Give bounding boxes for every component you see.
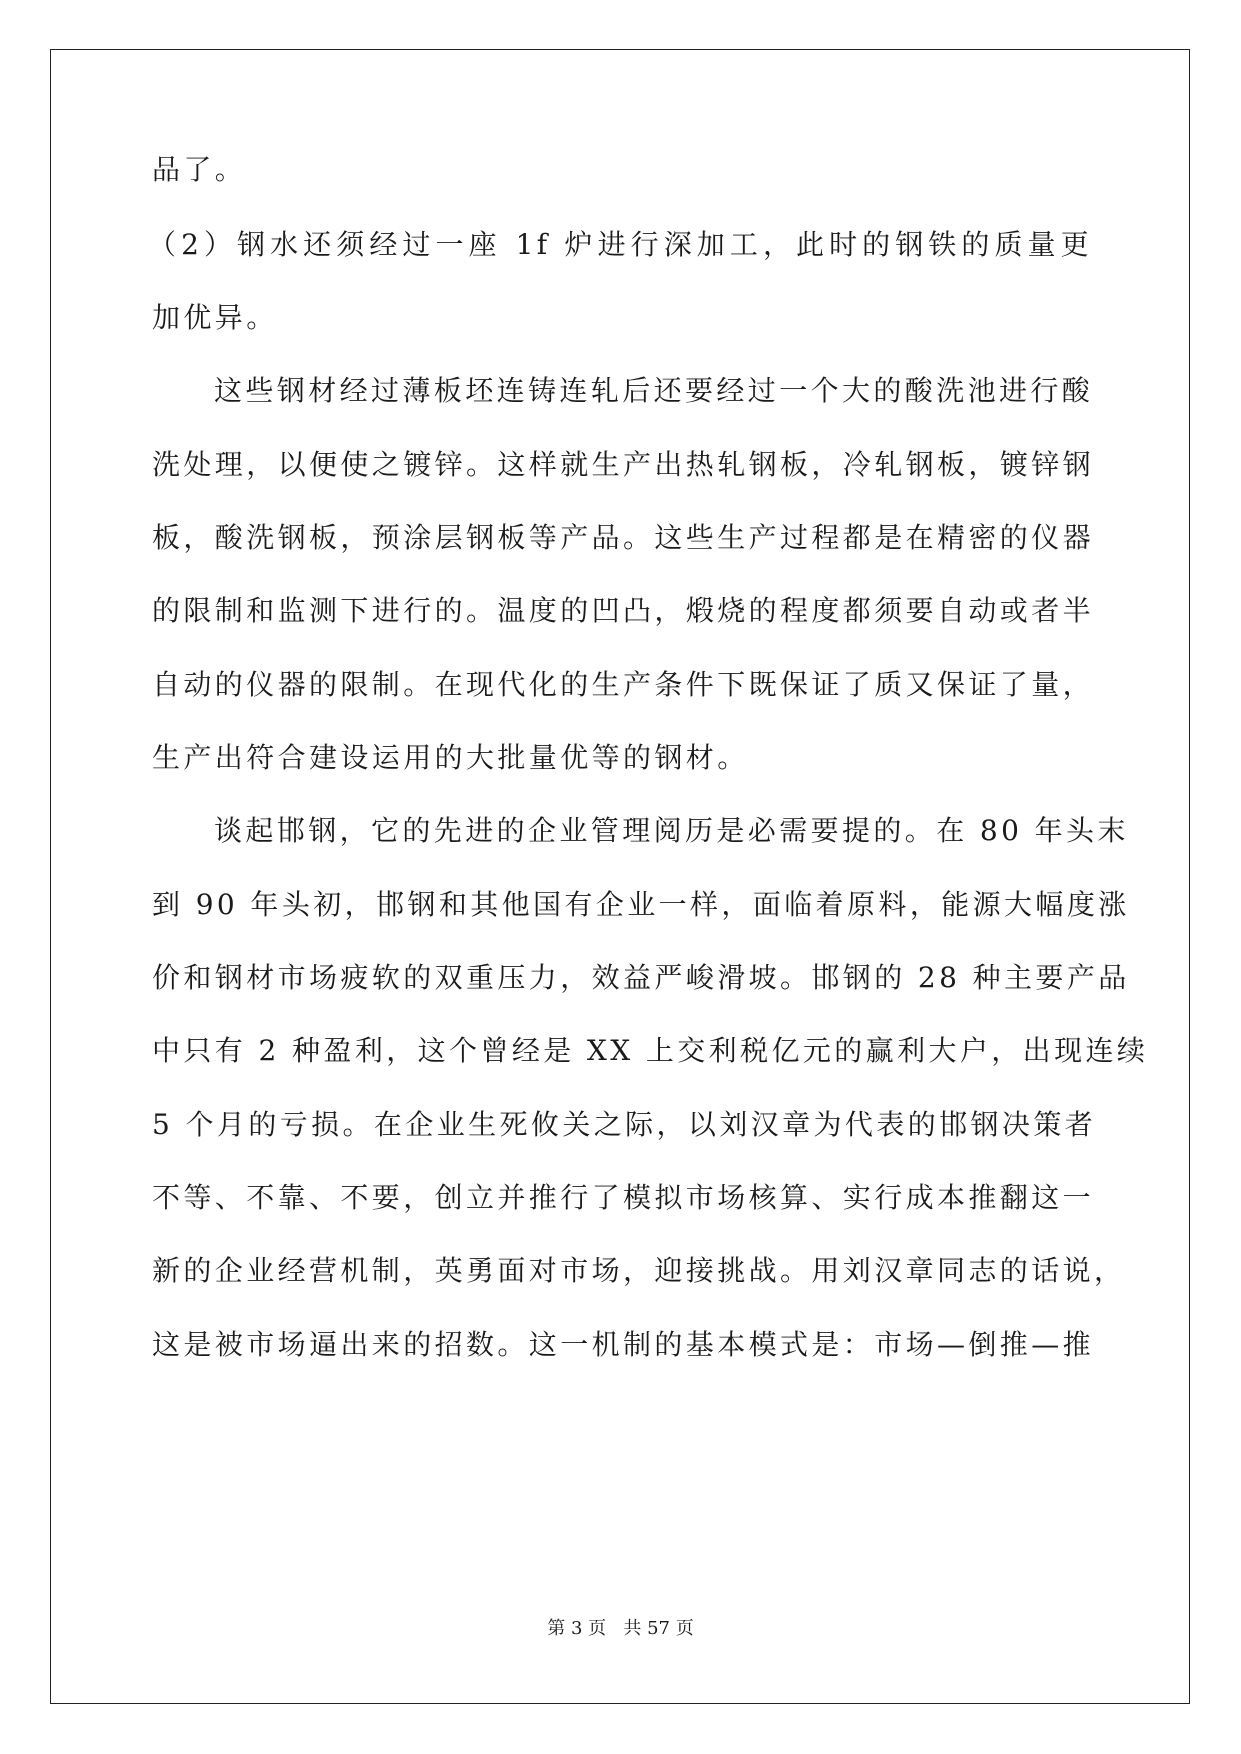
- page-number-label: 第 3 页 共 57 页: [547, 1618, 694, 1639]
- text-line: 的限制和监测下进行的。温度的凹凸，煅烧的程度都须要自动或者半: [152, 594, 1095, 627]
- text-line: 板，酸洗钢板，预涂层钢板等产品。这些生产过程都是在精密的仪器: [152, 521, 1095, 554]
- text-line: 洗处理，以便使之镀锌。这样就生产出热轧钢板，冷轧钢板，镀锌钢: [152, 448, 1095, 481]
- text-line: 这些钢材经过薄板坯连铸连轧后还要经过一个大的酸洗池进行酸: [214, 374, 1094, 407]
- text-line: 新的企业经营机制，英勇面对市场，迎接挑战。用刘汉章同志的话说，: [152, 1254, 1126, 1287]
- page-footer: [0, 1614, 1241, 1640]
- text-line: 生产出符合建设运用的大批量优等的钢材。: [152, 741, 749, 774]
- text-line: 到 90 年头初，邯钢和其他国有企业一样，面临着原料，能源大幅度涨: [152, 888, 1130, 921]
- text-line: 品了。: [152, 153, 247, 186]
- text-line: 5 个月的亏损。在企业生死攸关之际，以刘汉章为代表的邯钢决策者: [152, 1108, 1097, 1141]
- text-line: 价和钢材市场疲软的双重压力，效益严峻滑坡。邯钢的 28 种主要产品: [152, 961, 1130, 994]
- text-line: 自动的仪器的限制。在现代化的生产条件下既保证了质又保证了量，: [152, 668, 1095, 701]
- text-line: 谈起邯钢，它的先进的企业管理阅历是必需要提的。在 80 年头末: [214, 814, 1129, 847]
- text-line: 不等、不靠、不要，创立并推行了模拟市场核算、实行成本推翻这一: [152, 1181, 1095, 1214]
- text-line: 加优异。: [152, 301, 278, 334]
- text-line: 中只有 2 种盈利，这个曾经是 XX 上交利税亿元的赢利大户，出现连续: [152, 1034, 1149, 1067]
- text-line: 这是被市场逼出来的招数。这一机制的基本模式是：市场—倒推—推: [152, 1328, 1095, 1361]
- text-line: （2）钢水还须经过一座 1f 炉进行深加工，此时的钢铁的质量更: [148, 228, 1092, 261]
